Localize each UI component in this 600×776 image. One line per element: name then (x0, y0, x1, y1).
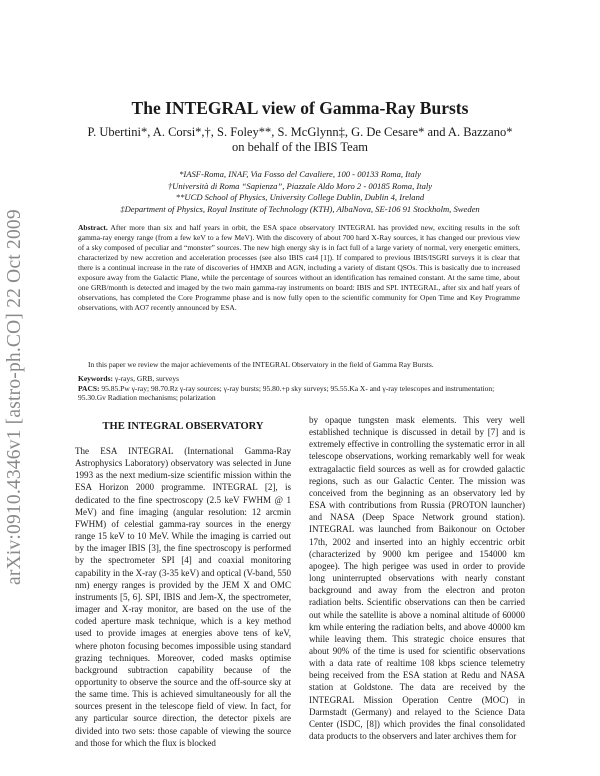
abstract-label: Abstract. (78, 223, 108, 232)
section-heading: THE INTEGRAL OBSERVATORY (102, 421, 264, 432)
keywords-value: γ-rays, GRB, surveys (114, 374, 180, 383)
pacs-value: 95.85.Pw γ-ray; 98.70.Rz γ-ray sources; γ-ray bursts; 95.80.+p sky surveys; 95.55.Ka X- and γ-ray telescopes and instrumentation; 95.30.Gv Radiation mechanisms; polarization (78, 383, 495, 403)
body-paragraph: by opaque tungsten mask elements. This very well established technique is discussed in detail by [7] and is extremely effective in controlling the systematic error in all telescope observations, working remarkably well for weak extragalactic field sources as well as for crowded galactic regions, such as our Galactic Center. The mission was conceived from the beginning as an observatory led by ESA with contributions from Russia (PROTON launcher) and NASA (Deep Space Network ground station). INTEGRAL was launched from Baikonour on October 17th, 2002 and inserted into an highly eccentric orbit (characterized by 9000 km perigee and 154000 km apogee). The high perigee was used in order to provide long uninterrupted observations with nearly constant background and away from the electron and proton radiation belts. Scientific observations can then be carried out while the satellite is above a nominal altitude of 60000 km while entering the radiation belts, and above 40000 km while leaving them. This strategic choice ensures that about 90% of the time is used for scientific observations with a data rate of realtime 108 kbps science telemetry being received from the ESA station at Redu and NASA station at Goldstone. The data are received by the INTEGRAL Mission Operation Centre (MOC) in Darmstadt (Germany) and relayed to the Science Data Center (ISDC, [8]) which provides the final consolidated data products to the observers and later archives them for (309, 415, 525, 742)
pacs-line (78, 384, 520, 403)
keywords-block (78, 374, 520, 403)
abstract-text: After more than six and half years in orbit, the ESA space observatory INTEGRAL has provided new, exciting results in the soft gamma-ray energy range (from a few keV to a few MeV). With the discovery of about 700 hard X-Ray sources, it has changed our previous view of a sky composed of peculiar and “monster” sources. The new high energy sky is in fact full of a large variety of normal, very energetic emitters, characterized by new accretion and acceleration processes (see also IBIS cat4 [1]). If compared to previous IBIS/ISGRI surveys it is clear that there is a continual increase in the rate of discoveries of HMXB and AGN, including a variety of distant QSOs. This is basically due to increased exposure away from the Galactic Plane, while the percentage of sources without an identification has remained constant. At the same time, about one GRB/month is detected and imaged by the two main gamma-ray instruments on board: IBIS and SPI. INTEGRAL, after six and half years of observations, has completed the Core Programme phase and is now fully open to the scientific community for Open Time and Key Programme observations, with AO7 recently announced by ESA. (78, 223, 520, 312)
abstract (78, 223, 520, 313)
arxiv-stamp: arXiv:0910.4346v1 [astro-ph.CO] 22 Oct 2009 (4, 209, 25, 585)
abstract-paragraph-2: In this paper we review the major achievements of the INTEGRAL Observatory in the field of Gamma Ray Bursts. (88, 360, 434, 369)
affiliation: †Università di Roma “Sapienza”, Piazzale Aldo Moro 2 - 00185 Roma, Italy (167, 180, 433, 191)
author-list: P. Ubertini*, A. Corsi*,†, S. Foley**, S. McGlynn‡, G. De Cesare* and A. Bazzano* (87, 125, 513, 139)
body-column-left (75, 445, 291, 749)
affiliation: ‡Department of Physics, Royal Institute of Technology (KTH), AlbaNova, SE-106 91 Stockholm, Sweden (120, 204, 480, 215)
affiliation-list (40, 169, 560, 216)
body-paragraph: The ESA INTEGRAL (International Gamma-Ray Astrophysics Laboratory) observatory was selected in June 1993 as the next medium-size scientific mission within the ESA Horizon 2000 programme. INTEGRAL [2], is dedicated to the fine spectroscopy (2.5 keV FWHM @ 1 MeV) and fine imaging (angular resolution: 12 arcmin FWHM) of celestial gamma-ray sources in the energy range 15 keV to 10 MeV. While the imaging is carried out by the imager IBIS [3], the fine spectroscopy is performed by the spectrometer SPI [4] and coaxial monitoring capability in the X-ray (3-35 keV) and optical (V-band, 550 nm) energy ranges is provided by the JEM X and OMC instruments [5, 6]. SPI, IBIS and Jem-X, the spectrometer, imager and X-ray monitor, are based on the use of the coded aperture mask technique, which is a key method used to provide images at energies above tens of keV, where photon focusing becomes impossible using standard grazing techniques. Moreover, coded masks optimise background subtraction capability because of the opportunity to observe the source and the off-source sky at the same time. This is achieved simultaneously for all the sources present in the telescope field of view. In fact, for any particular source direction, the detector pixels are divided into two sets: those capable of viewing the source and those for which the flux is blocked (75, 446, 291, 748)
author-block (50, 125, 550, 155)
body-column-right (309, 414, 525, 742)
author-collaboration: on behalf of the IBIS Team (231, 140, 368, 154)
affiliation: *IASF-Roma, INAF, Via Fosso del Cavaliere, 100 - 00133 Roma, Italy (179, 169, 421, 179)
keywords-label: Keywords: (78, 374, 113, 383)
pacs-label: PACS: (78, 383, 100, 393)
paper-title: The INTEGRAL view of Gamma-Ray Bursts (131, 98, 469, 118)
affiliation: **UCD School of Physics, University College Dublin, Dublin 4, Ireland (175, 192, 425, 203)
keywords-line (78, 374, 520, 384)
